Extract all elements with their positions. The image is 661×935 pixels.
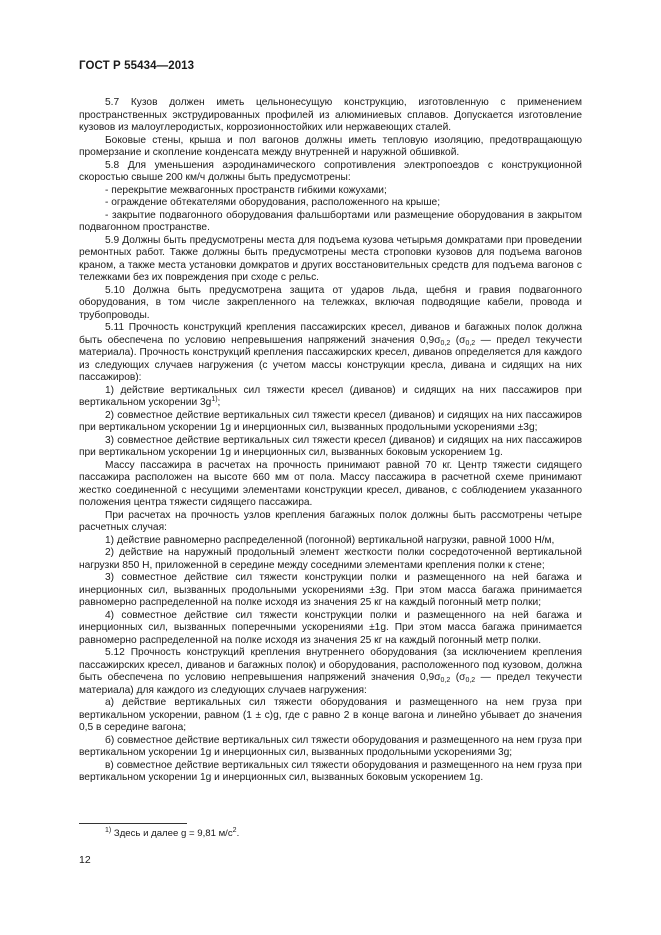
list-item: 2) действие на наружный продольный элемент жесткости полки сосредоточенной вертикальной нагрузки 850 Н, приложенной в середине между соседними элементами крепления полки к стене; — [79, 547, 582, 571]
paragraph-5-9: 5.9 Должны быть предусмотрены места для подъема кузова четырьмя домкратами при проведении ремонтных работ. Также должны быть предусмотрены места строповки кузовов для подъема вагонов краном, а также места установки домкратов и других восстановительных средств для подъема вагонов с тележками без их повреждения при сходе с рельс. — [79, 234, 582, 283]
footnote: $^{1)}$ Здесь и далее g = 9,81 $м/с^2$. — [105, 827, 240, 839]
list-item: 4) совместное действие сил тяжести конструкции полки и размещенного на ней багажа и инерционных сил, вызванных поперечными ускорениями ±1g. При этом масса багажа принимается равномерно распределенной на полке исходя из значения 25 кг на каждый погонный метр полки. — [79, 609, 582, 646]
list-item: 1) действие равномерно распределенной (погонной) вертикальной нагрузки, равной 1000 Н/м, — [105, 534, 555, 546]
list-item: а) действие вертикальных сил тяжести оборудования и размещенного на нем груза при вертикальном ускорении, равном (1 ± с)g, где с равно 2 в конце вагона и линейно убывает до значения 0,5 в середине вагона; — [79, 697, 582, 733]
paragraph-5-11: 5.11 Прочность конструкций крепления пассажирских кресел, диванов и багажных полок должна быть обеспечена по условию непревышения напряжений значения $0,9\sigma_{0,2}$ ($\sigma_{0,2}$ — предел текучести материала). Прочность конструкций крепления пассажирских кресел, диванов определяется для каждого из следующих случаев нагружения (с учетом массы конструкции кресла, дивана и сидящих на них пассажиров): — [79, 322, 583, 383]
standard-header: ГОСТ Р 55434—2013 — [79, 60, 195, 72]
paragraph-luggage-cases: При расчетах на прочность узлов крепления багажных полок должны быть рассмотрены четыре расчетных случая: — [79, 509, 582, 533]
list-item: в) совместное действие вертикальных сил тяжести оборудования и размещенного на нем груза при вертикальном ускорении 1g и инерционных сил, вызванных боковым ускорением 1g. — [79, 759, 582, 783]
paragraph-5-12: 5.12 Прочность конструкций крепления внутреннего оборудования (за исключением крепления пассажирских кресел, диванов и багажных полок) и оборудования, расположенного под кузовом, должна быть обеспечена по условию непревышения напряжений значения $0,9\sigma_{0,2}$ ($\sigma_{0,2}$ — предел текучести материала) для каждого из следующих случаев нагружения: — [79, 647, 583, 696]
paragraph-5-10: 5.10 Должна быть предусмотрена защита от ударов льда, щебня и гравия подвагонного оборудования, в том числе закрепленного на тележках, включая подводящие кабели, провода и трубопроводы. — [79, 284, 582, 321]
list-item: - ограждение обтекателями оборудования, расположенного на крыше; — [105, 197, 441, 208]
list-item: б) совместное действие вертикальных сил тяжести оборудования и размещенного на нем груза при вертикальном ускорении 1g и инерционных сил, вызванных продольными ускорениями 3g; — [79, 734, 582, 758]
list-item: 3) совместное действие вертикальных сил тяжести кресел (диванов) и сидящих на них пассажиров при вертикальном ускорении 1g и инерционных сил, вызванных боковым ускорением 1g. — [79, 434, 582, 458]
list-item: 1) действие вертикальных сил тяжести кресел (диванов) и сидящих на них пассажиров при вертикальном ускорении $3g^{1)}$; — [79, 384, 582, 408]
list-item: 3) совместное действие сил тяжести конструкции полки и размещенного на ней багажа и инерционных сил, вызванных продольными ускорениями ±3g. При этом масса багажа принимается равномерно распределенной на полке исходя из значения 25 кг на каждый погонный метр полки; — [79, 572, 582, 608]
paragraph-5-8: 5.8 Для уменьшения аэродинамического сопротивления электропоездов с конструкционной скоростью свыше 200 км/ч должны быть предусмотрены: — [79, 159, 582, 183]
paragraph-passenger-mass: Массу пассажира в расчетах на прочность принимают равной 70 кг. Центр тяжести сидящего пассажира расположен на высоте 660 мм от пола. Массу пассажира в расчетной схеме принимают жестко соединенной с несущими элементами конструкции кресел, диванов, с соблюдением указанного положения центра тяжести сидящего пассажира. — [79, 459, 582, 508]
list-item: - перекрытие межвагонных пространств гибкими кожухами; — [105, 184, 387, 196]
paragraph-5-7: 5.7 Кузов должен иметь цельнонесущую конструкцию, изготовленную с применением пространственных экструдированных профилей из алюминиевых сплавов. Допускается изготовление кузовов из малоуглеродистых, коррозионностойких или нержавеющих сталей. — [79, 97, 582, 133]
paragraph-insulation: Боковые стены, крыша и пол вагонов должны иметь тепловую изоляцию, предотвращающую промерзание и скопление конденсата между внутренней и наружной обшивкой. — [79, 134, 582, 158]
document-body — [79, 97, 582, 785]
page-number: 12 — [79, 854, 91, 866]
list-item: - закрытие подвагонного оборудования фальшбортами или размещение оборудования в закрытом подвагонном пространстве. — [79, 209, 582, 233]
footnote-divider — [79, 823, 187, 824]
list-item: 2) совместное действие вертикальных сил тяжести кресел (диванов) и сидящих на них пассажиров при вертикальном ускорении 1g и инерционных сил, вызванных продольными ускорениями ±3g; — [79, 409, 582, 433]
